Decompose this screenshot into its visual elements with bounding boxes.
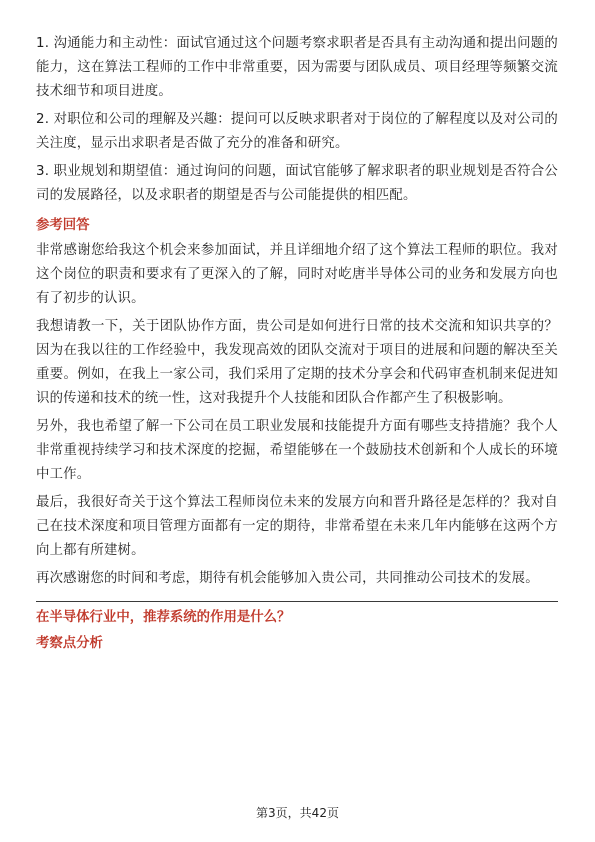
next-question-title: 在半导体行业中，推荐系统的作用是什么？ (36, 610, 291, 625)
next-section-heading: 考察点分析 (36, 636, 103, 651)
criterion-2: 2. 对职位和公司的理解及兴趣：提问可以反映求职者对于岗位的了解程度以及对公司的关注度，显示出求职者是否做了充分的准备和研究。 (36, 112, 558, 151)
answer-paragraph-2: 我想请教一下，关于团队协作方面，贵公司是如何进行日常的技术交流和知识共享的？因为在我以往的工作经验中，我发现高效的团队交流对于项目的进展和问题的解决至关重要。例如，在我上一家公司，我们采用了定期的技术分享会和代码审查机制来促进知识的传递和技术的统一性，这对我提升个人技能和团队合作都产生了积极影响。 (36, 319, 558, 406)
section-divider (36, 601, 558, 602)
answer-paragraph-5: 再次感谢您的时间和考虑，期待有机会能够加入贵公司，共同推动公司技术的发展。 (36, 571, 539, 586)
answer-paragraph-4: 最后，我很好奇关于这个算法工程师岗位未来的发展方向和晋升路径是怎样的？我对自己在技术深度和项目管理方面都有一定的期待，非常希望在未来几年内能够在这两个方向上都有所建树。 (36, 495, 558, 558)
page-footer: 第3页，共42页 (256, 806, 339, 820)
criterion-3: 3. 职业规划和期望值：通过询问的问题，面试官能够了解求职者的职业规划是否符合公司的发展路径，以及求职者的期望是否与公司能提供的相匹配。 (36, 164, 558, 203)
answer-heading: 参考回答 (36, 218, 90, 233)
answer-paragraph-1: 非常感谢您给我这个机会来参加面试，并且详细地介绍了这个算法工程师的职位。我对这个岗位的职责和要求有了更深入的了解，同时对屹唐半导体公司的业务和发展方向也有了初步的认识。 (36, 243, 558, 306)
page-content (36, 32, 558, 657)
criterion-1: 1. 沟通能力和主动性：面试官通过这个问题考察求职者是否具有主动沟通和提出问题的能力，这在算法工程师的工作中非常重要，因为需要与团队成员、项目经理等频繁交流技术细节和项目进度。 (36, 36, 558, 99)
answer-paragraph-3: 另外，我也希望了解一下公司在员工职业发展和技能提升方面有哪些支持措施？我个人非常重视持续学习和技术深度的挖掘，希望能够在一个鼓励技术创新和个人成长的环境中工作。 (36, 419, 558, 482)
